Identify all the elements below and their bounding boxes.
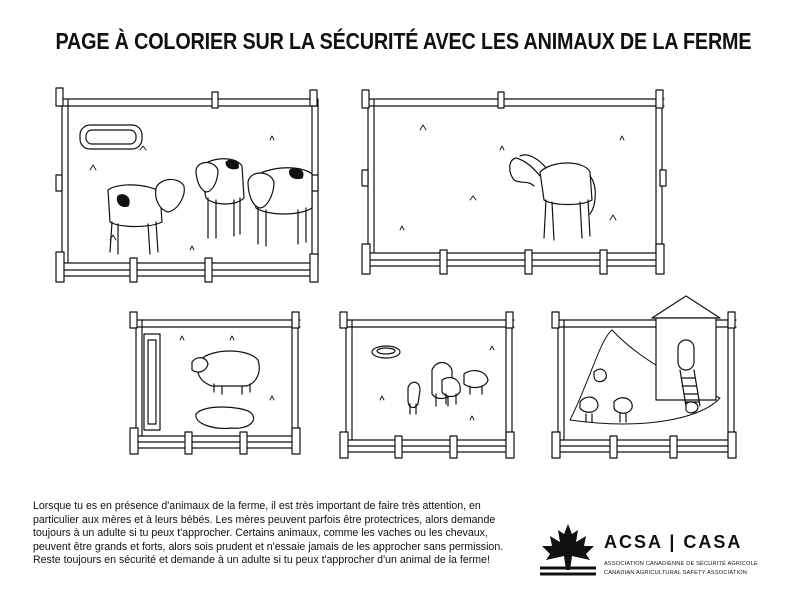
logo-line-fr: ASSOCIATION CANADIENNE DE SÉCURITÉ AGRICOLE: [604, 561, 758, 567]
goat-icon: [442, 378, 460, 404]
logo-line-en: CANADIAN AGRICULTURAL SAFETY ASSOCIATION: [604, 570, 748, 576]
chicken-icon: [614, 398, 632, 422]
goat-icon: [464, 371, 488, 394]
chicken-coop-icon: [652, 296, 720, 400]
cow-icon: [248, 168, 312, 246]
water-bowl-icon: [372, 346, 400, 358]
page-title: PAGE À COLORIER SUR LA SÉCURITÉ AVEC LES ANIMAUX DE LA FERME: [55, 28, 752, 54]
chicken-icon: [686, 402, 698, 413]
feeding-trough-icon: [144, 334, 160, 430]
safety-paragraph: Lorsque tu es en présence d'animaux de la ferme, il est très important de faire très attention, en particulier aux mères et à leurs bébés. Les mères peuvent parfois être protectrices, alors demande toujours à un adulte si tu peux t'approcher. Certains animaux, comme les vaches ou les chevaux, peuvent être grands et forts, alors sois prudent et n'essaie jamais de les approcher sans permission. Reste toujours en sécurité et demande à un adulte si tu peux t'approcher d'un animal de la ferme!: [33, 500, 504, 567]
horse-icon: [510, 155, 596, 240]
mud-puddle-icon: [196, 407, 254, 428]
cow-icon: [108, 179, 184, 254]
logo-brand: ACSA | CASA: [604, 532, 743, 552]
pen-horse: [362, 90, 666, 274]
pen-pig: [130, 312, 300, 454]
pen-chickens: [552, 296, 736, 458]
cow-icon: [196, 159, 244, 238]
goat-icon: [408, 382, 420, 414]
chicken-icon: [580, 397, 598, 422]
fence: [340, 312, 514, 458]
pen-cows: [56, 88, 318, 282]
pig-icon: [192, 351, 259, 394]
maple-leaf-icon: [538, 522, 598, 580]
fence: [362, 90, 666, 274]
water-trough-icon: [80, 125, 142, 149]
chicken-icon: [594, 369, 606, 382]
acsa-casa-logo: [538, 522, 768, 582]
pen-goats: [340, 312, 514, 458]
